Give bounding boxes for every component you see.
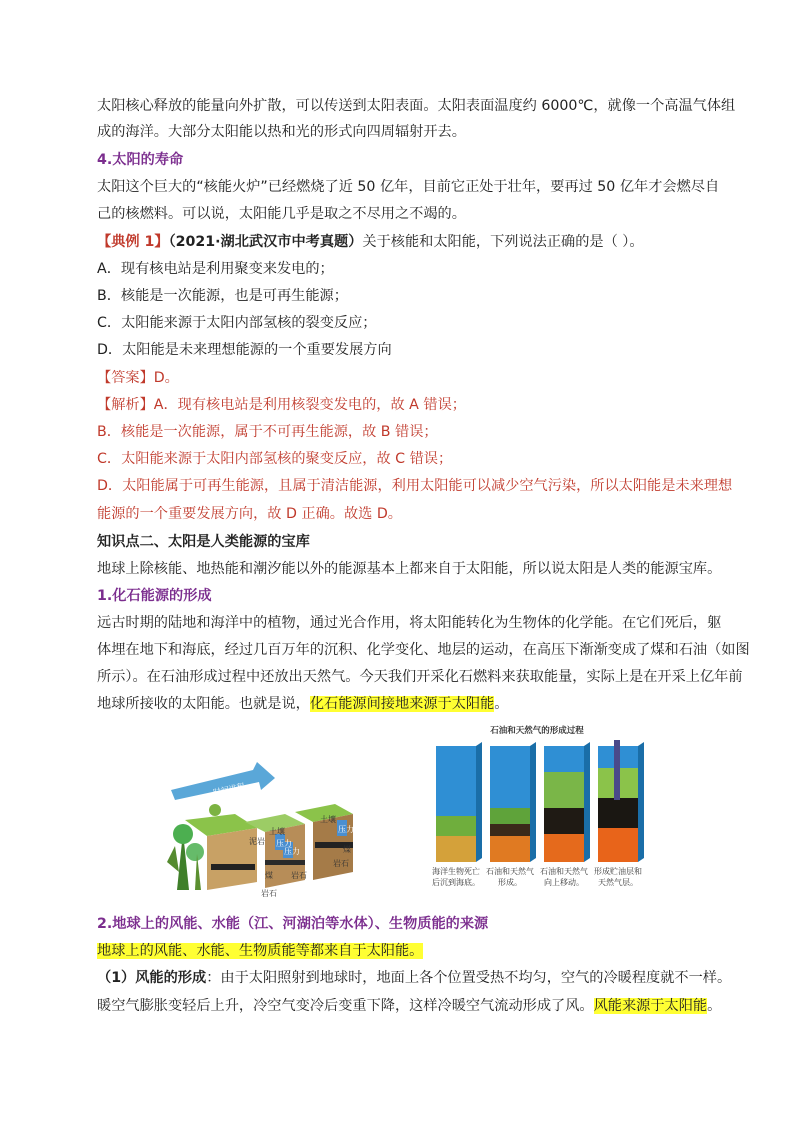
analysis-text: A．现有核电站是利用核裂变发电的，故 A 错误；	[153, 397, 466, 413]
layer-label: 土壤	[320, 815, 336, 824]
oil-gas-illustration	[428, 740, 646, 870]
highlight-sentence	[97, 941, 423, 961]
text-line: 成的海洋。大部分太阳能以热和光的形式向四周辐射开去。	[97, 124, 466, 140]
option-a: A．现有核电站是利用聚变来发电的；	[97, 261, 334, 277]
wind-tag: （1）风能的形成	[97, 970, 207, 986]
layer-label: 岩石	[261, 889, 277, 898]
layer-label: 泥岩	[249, 837, 265, 846]
option-b: B．核能是一次能源，也是可再生能源；	[97, 288, 348, 304]
text-line	[97, 694, 508, 714]
analysis-d-cont: 能源的一个重要发展方向，故 D 正确。故选 D。	[97, 506, 402, 522]
section-heading-fossil: 1.化石能源的形成	[97, 588, 212, 604]
text-span: ：由于太阳照射到地球时，地面上各个位置受热不均匀，空气的冷暖程度就不一样。	[206, 970, 732, 986]
text-line: 太阳这个巨大的“核能火炉”已经燃烧了近 50 亿年，目前它正处于壮年，要再过 50 亿年才会燃尽自	[97, 179, 720, 195]
answer: 【答案】D。	[97, 370, 179, 386]
text-line: 己的核燃料。可以说，太阳能几乎是取之不尽用之不竭的。	[97, 206, 466, 222]
text-span: 。	[494, 696, 509, 712]
layer-label: 岩石	[333, 859, 349, 868]
layer-label: 煤	[343, 845, 351, 854]
example-question	[97, 232, 644, 252]
example-question-text: 关于核能和太阳能，下列说法正确的是（ ）。	[362, 234, 644, 250]
coal-formation-illustration	[165, 762, 355, 900]
analysis-a	[97, 395, 466, 415]
pressure-label: 压力	[276, 839, 292, 848]
example-tag: 【典例 1】	[97, 234, 169, 250]
caption-stage-3: 石油和天然气向上移动。	[540, 867, 588, 887]
analysis-c: C．太阳能来源于太阳内部氢核的聚变反应，故 C 错误；	[97, 451, 453, 467]
highlight-wind-source: 风能来源于太阳能	[593, 998, 708, 1014]
wind-formation-line-2	[97, 996, 721, 1016]
analysis-d: D．太阳能属于可再生能源，且属于清洁能源，利用太阳能可以减少空气污染，所以太阳能是未来理想	[97, 478, 733, 494]
text-span: 暖空气膨胀变轻后上升，冷空气变冷后变重下降，这样冷暖空气流动形成了风。	[97, 998, 594, 1014]
highlight-solar-origin: 地球上的风能、水能、生物质能等都来自于太阳能。	[97, 943, 424, 959]
analysis-tag: 【解析】	[97, 397, 154, 413]
text-line: 远古时期的陆地和海洋中的植物，通过光合作用，将太阳能转化为生物体的化学能。在它们死后，躯	[97, 615, 722, 631]
analysis-b: B．核能是一次能源，属于不可再生能源，故 B 错误；	[97, 424, 438, 440]
layer-label: 岩石	[291, 871, 307, 880]
text-line: 体埋在地下和海底，经过几百万年的沉积、化学变化、地层的运动，在高压下渐渐变成了煤和石油（如图	[97, 642, 750, 658]
arrow-label: 时间进程	[212, 781, 246, 798]
knowledge-point-2-title: 知识点二、太阳是人类能源的宝库	[97, 534, 310, 550]
section-heading-wind-water-bio: 2.地球上的风能、水能（江、河湖泊等水体）、生物质能的来源	[97, 916, 489, 932]
caption-stage-1: 海洋生物死亡后沉到海底。	[432, 867, 480, 887]
coal-formation-figure	[165, 762, 355, 900]
text-span: 。	[707, 998, 722, 1014]
layer-label: 煤	[265, 871, 273, 880]
knowledge-point-2-text: 地球上除核能、地热能和潮汐能以外的能源基本上都来自于太阳能，所以说太阳是人类的能源宝库。	[97, 561, 722, 577]
text-span: 地球所接收的太阳能。也就是说，	[97, 696, 310, 712]
highlight-fossil-source: 化石能源间接地来源于太阳能	[309, 696, 495, 712]
layer-label: 土壤	[269, 827, 285, 836]
oil-gas-formation-figure	[428, 726, 646, 902]
example-source: （2021·湖北武汉市中考真题）	[168, 234, 363, 250]
text-line: 太阳核心释放的能量向外扩散，可以传送到太阳表面。太阳表面温度约 6000℃，就像一个高温气体组	[97, 98, 736, 114]
pressure-label: 压力	[284, 847, 300, 856]
caption-stage-2: 石油和天然气形成。	[486, 867, 534, 887]
text-line: 所示）。在石油形成过程中还放出天然气。今天我们开采化石燃料来获取能量，实际上是在开采上亿年前	[97, 669, 743, 685]
figure-title: 石油和天然气的形成过程	[490, 726, 584, 736]
pressure-label: 压力	[338, 825, 354, 834]
section-heading-sun-lifespan: 4.太阳的寿命	[97, 152, 184, 168]
caption-stage-4: 形成贮油层和天然气层。	[594, 867, 642, 887]
option-c: C．太阳能来源于太阳内部氢核的裂变反应；	[97, 315, 377, 331]
option-d: D．太阳能是未来理想能源的一个重要发展方向	[97, 342, 392, 358]
wind-formation-line-1	[97, 968, 731, 988]
